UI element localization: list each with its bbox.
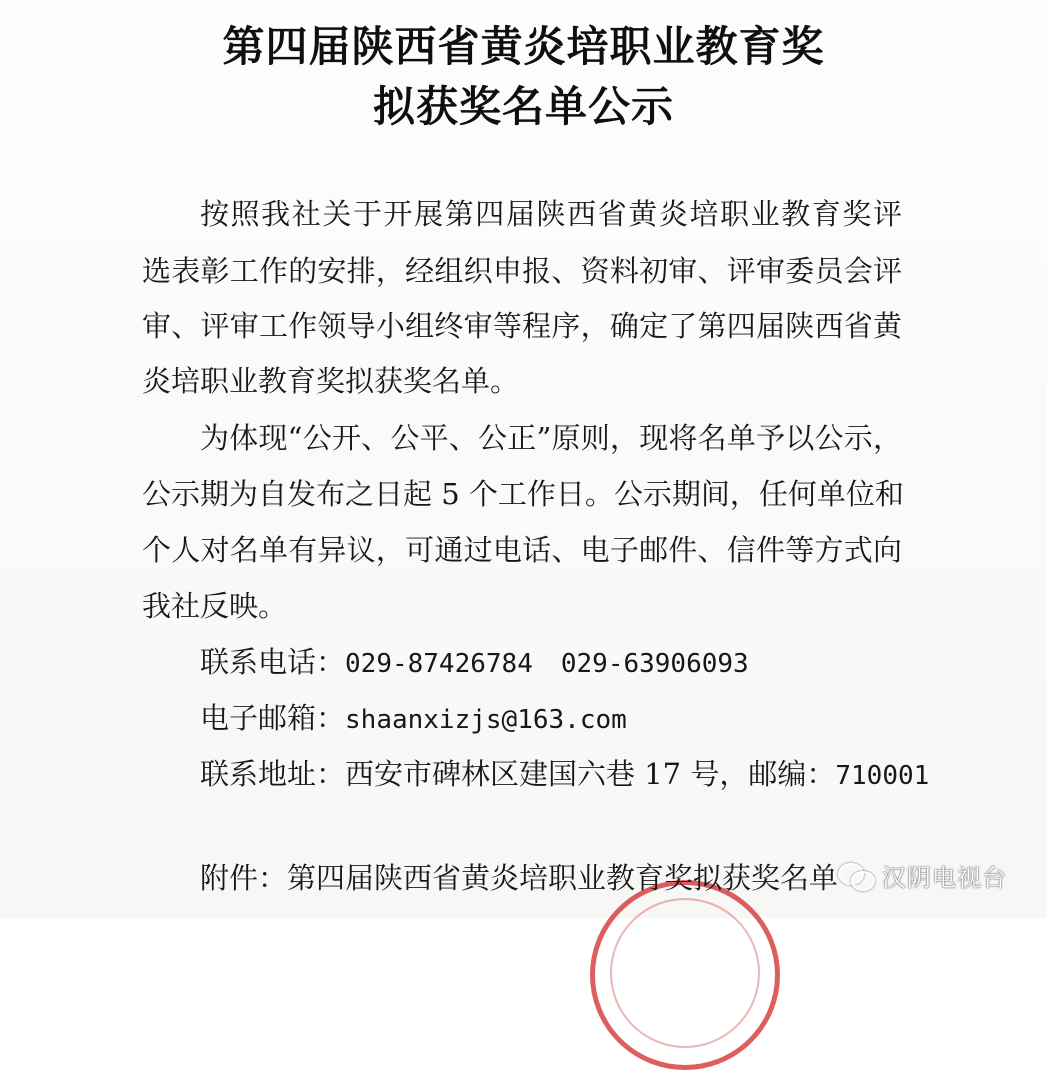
phone-label: 联系电话： [200, 645, 346, 679]
title-line-2: 拟获奖名单公示 [372, 82, 674, 131]
address-text: 西安市碑林区建国六巷 17 号，邮编： [345, 757, 836, 791]
paragraph-2-line-3: 个人对名单有异议，可通过电话、电子邮件、信件等方式向 [142, 533, 902, 567]
phone-number-2: 029-63906093 [560, 649, 749, 679]
contact-email-row [200, 698, 627, 740]
contact-address-row [200, 754, 929, 796]
paragraph-2-line-4: 我社反映。 [142, 589, 288, 623]
attachment-text: 第四届陕西省黄炎培职业教育奖拟获奖名单 [287, 861, 839, 895]
attachment-line [200, 858, 838, 898]
contact-phone-row [200, 642, 749, 684]
paragraph-1-line-4: 炎培职业教育奖拟获奖名单。 [142, 364, 520, 398]
paragraph-1-line-2: 选表彰工作的安排，经组织申报、资料初审、评审委员会评 [142, 254, 902, 288]
red-seal-inner-ring [610, 898, 760, 1048]
wechat-icon [838, 861, 874, 891]
paragraph-1-line-1: 按照我社关于开展第四届陕西省黄炎培职业教育奖评 [200, 197, 902, 231]
paragraph-2-line-2: 公示期为自发布之日起 5 个工作日。公示期间，任何单位和 [142, 477, 904, 511]
paragraph-2-line-1: 为体现“公开、公平、公正”原则，现将名单予以公示， [200, 421, 902, 455]
address-label: 联系地址： [200, 757, 346, 791]
title-line-1: 第四届陕西省黄炎培职业教育奖 [222, 22, 825, 71]
email-label: 电子邮箱： [200, 701, 346, 735]
paragraph-1-line-3: 审、评审工作领导小组终审等程序，确定了第四届陕西省黄 [142, 309, 902, 343]
attachment-label: 附件： [200, 861, 288, 895]
phone-number-1: 029-87426784 [345, 649, 533, 679]
email-address: shaanxizjs@163.com [345, 705, 627, 735]
postcode: 710001 [835, 761, 930, 791]
channel-watermark [838, 858, 1007, 893]
watermark-text: 汉阴电视台 [882, 864, 1007, 892]
